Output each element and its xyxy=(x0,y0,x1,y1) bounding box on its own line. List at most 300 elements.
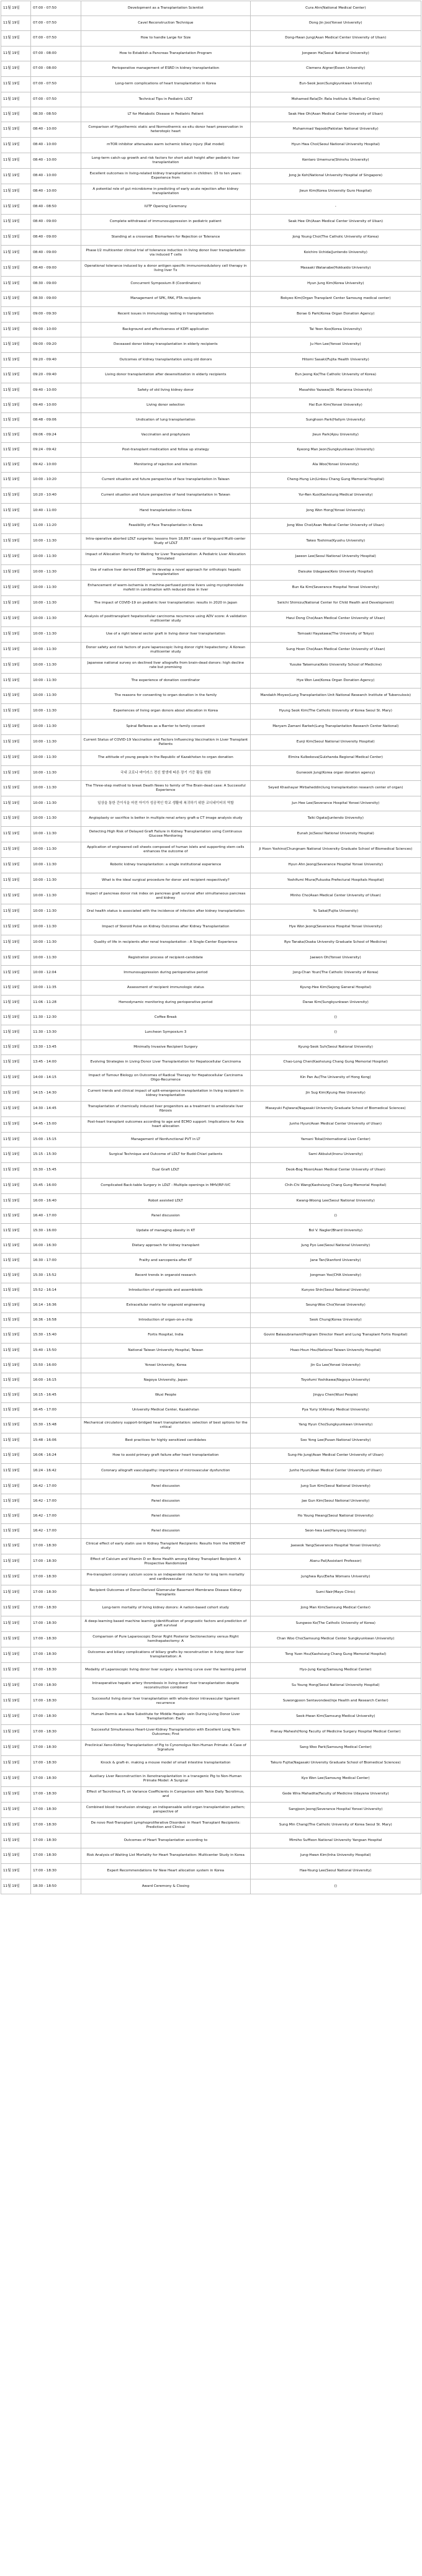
session-time: 17:00 - 18:30 xyxy=(31,1787,81,1803)
session-speaker: Hai Eun Kim(Yonsei University) xyxy=(250,398,421,413)
session-date: 11월 19일 xyxy=(1,138,31,153)
session-date: 11월 19일 xyxy=(1,1328,31,1344)
session-title: Surgical Technique and Outcome of LDLT for Budd-Chiari patients xyxy=(81,1148,250,1163)
session-time: 10:00 - 11:30 xyxy=(31,565,81,581)
session-title: How to handle Large for Size xyxy=(81,31,250,47)
schedule-row xyxy=(1,1864,421,1879)
session-speaker: Bun Ka Kim(Severance Hospital Yonsei University) xyxy=(250,581,421,596)
session-title: Safety of old living kidney donor xyxy=(81,383,250,398)
session-title: A deep-learning based machine learning identification of prognostic factors and prediction of graft survival xyxy=(81,1616,250,1632)
session-time: 17:00 - 18:30 xyxy=(31,1570,81,1585)
session-title: mTOR inhibitor attenuates warm ischemic biliary injury (Rat model) xyxy=(81,138,250,153)
session-date: 11월 19일 xyxy=(1,658,31,674)
session-speaker: Koichiro Uchida(Juntendo University) xyxy=(250,246,421,261)
schedule-row xyxy=(1,246,421,261)
session-date: 11월 19일 xyxy=(1,261,31,277)
session-speaker: Masayuki Fujiwara(Nagasaki University Graduate School of Biomedical Sciences) xyxy=(250,1102,421,1117)
session-speaker: Mimiho Suffixon National University Yangsan Hospital xyxy=(250,1834,421,1848)
session-speaker: Cheng-Hung Lin(Linkou Chang Gung Memorial Hospital) xyxy=(250,473,421,488)
session-speaker: Jane Tan(Stanford University) xyxy=(250,1254,421,1268)
session-time: 17:00 - 18:30 xyxy=(31,1616,81,1632)
session-time: 15:30 - 15:52 xyxy=(31,1268,81,1283)
schedule-row xyxy=(1,1818,421,1834)
session-date: 11월 19일 xyxy=(1,1725,31,1740)
session-time: 10:00 - 11:30 xyxy=(31,674,81,689)
session-time: 16:06 - 16:24 xyxy=(31,1448,81,1464)
session-date: 11월 19일 xyxy=(1,443,31,458)
session-speaker: Eunji Kim(Seoul National University Hospital) xyxy=(250,735,421,751)
session-title: Extracellular matrix for organoid engineering xyxy=(81,1298,250,1313)
session-time: 15:45 - 16:00 xyxy=(31,1179,81,1194)
session-speaker: Jongman Yoo(CHA University) xyxy=(250,1268,421,1283)
session-time: 16:00 - 16:30 xyxy=(31,1239,81,1254)
session-date: 11월 19일 xyxy=(1,1632,31,1647)
session-time: 10:40 - 11:00 xyxy=(31,504,81,519)
session-time: 15:40 - 15:50 xyxy=(31,1344,81,1358)
schedule-row xyxy=(1,1554,421,1570)
session-date: 11월 19일 xyxy=(1,612,31,627)
session-date: 11월 19일 xyxy=(1,1848,31,1864)
session-date: 11월 19일 xyxy=(1,1803,31,1818)
session-speaker: Tomoaki Hayakawa(The University of Tokyo) xyxy=(250,627,421,643)
session-speaker: Pranay Mahesh(Hong Faculty of Medicine Surgery Hospital Medical Center) xyxy=(250,1725,421,1740)
session-title: Panel discussion xyxy=(81,1509,250,1524)
session-speaker: Alanu Pal(Assistant Professor) xyxy=(250,1554,421,1570)
session-title: Current Status of COVID-19 Vaccination and Factors Influencing Vaccination in Liver Transplant Patients xyxy=(81,735,250,751)
session-title: Post-transplant medication and follow up strategy xyxy=(81,443,250,458)
schedule-row xyxy=(1,443,421,458)
session-date: 11월 19일 xyxy=(1,1418,31,1433)
session-time: 14:45 - 15:00 xyxy=(31,1117,81,1133)
session-speaker: Dong Jin Joo(Yonsei University) xyxy=(250,16,421,31)
session-title: Use of native liver derived EDM-gel to develop a novel approach for orthotopic hepatic transplantation xyxy=(81,565,250,581)
session-date: 11월 19일 xyxy=(1,473,31,488)
session-title: Nagoya University, Japan xyxy=(81,1373,250,1388)
session-title: Undication of lung transplantation xyxy=(81,413,250,428)
schedule-row xyxy=(1,674,421,689)
schedule-row xyxy=(1,796,421,811)
schedule-row xyxy=(1,1509,421,1524)
session-title: Modality of Laparoscopic living donor liver surgery: a learning curve over the learning period xyxy=(81,1663,250,1678)
session-speaker: Gunwook Jung(Korea organ donation agency) xyxy=(250,766,421,781)
schedule-row xyxy=(1,353,421,368)
schedule-row xyxy=(1,1133,421,1148)
session-speaker: Govini Balasubramani(Program Director Heart and Lung Transplant Fortis Hospital) xyxy=(250,1328,421,1344)
schedule-row xyxy=(1,735,421,751)
session-speaker: Kentaro Umemura(Shinshu University) xyxy=(250,153,421,169)
session-date: 11월 19일 xyxy=(1,1570,31,1585)
session-date: 11월 19일 xyxy=(1,368,31,383)
session-date: 11월 19일 xyxy=(1,277,31,292)
session-title: Recent trends in organoid research xyxy=(81,1268,250,1283)
session-time: 17:00 - 18:30 xyxy=(31,1803,81,1818)
schedule-row xyxy=(1,1740,421,1756)
session-speaker: Jieun Park(Ajou University) xyxy=(250,428,421,443)
session-speaker: Masahiko Yazawa(St. Marianna University) xyxy=(250,383,421,398)
session-title: Recipient Outcomes of Donor-Derived Glomerular Basement Membrane Disease Kidney Transplants xyxy=(81,1585,250,1601)
schedule-row xyxy=(1,889,421,904)
session-speaker: Seak Hee Oh(Asan Medical Center University of Ulsan) xyxy=(250,215,421,230)
session-time: 10:00 - 11:30 xyxy=(31,811,81,827)
session-date: 11월 19일 xyxy=(1,1268,31,1283)
session-speaker: Seiichi Shimizu(National Center for Child Health and Development) xyxy=(250,596,421,612)
session-speaker: Jae Gun Kim(Seoul National University) xyxy=(250,1494,421,1509)
schedule-row xyxy=(1,1479,421,1494)
session-date: 11월 19일 xyxy=(1,1194,31,1209)
session-date: 11월 19일 xyxy=(1,488,31,504)
session-date: 11월 19일 xyxy=(1,1787,31,1803)
session-time: 18:30 - 18:50 xyxy=(31,1879,81,1894)
session-speaker: Borae G Park(Korea Organ Donation Agency) xyxy=(250,307,421,323)
session-speaker: Hyung Seok Kim(The Catholic University of Korea Seoul St. Mary) xyxy=(250,704,421,720)
session-date: 11월 19일 xyxy=(1,1055,31,1071)
session-title: Standing at a crossroad: Biomarkers for Rejection or Tolerance xyxy=(81,230,250,246)
session-title: Auxiliary Liver Reconstruction in Xenotransplantation in a transgenic Pig to Non-Human Primate Model: A Surgical xyxy=(81,1772,250,1787)
session-title: Long-term catch-up growth and risk factors for short adult height after pediatric liver transplantation xyxy=(81,153,250,169)
session-speaker: Yamani Tokai(International Liver Center) xyxy=(250,1133,421,1148)
session-time: 08:48 - 09:06 xyxy=(31,413,81,428)
session-title: Impact of Steroid Pulse on Kidney Outcomes after Kidney Transplantation xyxy=(81,920,250,935)
session-date: 11월 19일 xyxy=(1,307,31,323)
schedule-row xyxy=(1,920,421,935)
schedule-row xyxy=(1,31,421,47)
schedule-row xyxy=(1,47,421,61)
session-date: 11월 19일 xyxy=(1,1010,31,1025)
session-title: Panel discussion xyxy=(81,1494,250,1509)
session-time: 17:00 - 18:30 xyxy=(31,1678,81,1694)
session-title: Donor safety and risk factors of pure laparoscopic living donor right hepatectomy: A Korean multicenter study xyxy=(81,643,250,658)
session-speaker: Takeo Toshima(Kyushu University) xyxy=(250,534,421,550)
session-title: Feasibility of Face Transplantation in Korea xyxy=(81,519,250,534)
session-date: 11월 19일 xyxy=(1,1818,31,1834)
session-title: Recent issues in immunology testing in transplantation xyxy=(81,307,250,323)
session-speaker: Taiki Ogata(Juntendo University) xyxy=(250,811,421,827)
session-date: 11월 19일 xyxy=(1,689,31,704)
session-time: 07:00 - 07:50 xyxy=(31,77,81,92)
session-speaker: Chao-Long Chen(Kaohsiung Chang Gung Memorial Hospital) xyxy=(250,1055,421,1071)
session-speaker: Cura Ahn(National Medical Center) xyxy=(250,1,421,16)
session-date: 11월 19일 xyxy=(1,323,31,337)
session-title: Knock & graft-in. making a mouse model of small intestine transplantation xyxy=(81,1756,250,1772)
session-speaker: Minho Cho(Asan Medical Center University of Ulsan) xyxy=(250,889,421,904)
session-date: 11월 19일 xyxy=(1,1117,31,1133)
session-speaker: Soo Yong Lee(Pusan National University) xyxy=(250,1433,421,1448)
schedule-row xyxy=(1,612,421,627)
session-title: Yonsei University, Korea xyxy=(81,1358,250,1373)
schedule-row xyxy=(1,1848,421,1864)
session-date: 11월 19일 xyxy=(1,1071,31,1086)
session-speaker: Dong-Hwan Jung(Asan Medical Center University of Ulsan) xyxy=(250,31,421,47)
session-date: 11월 19일 xyxy=(1,215,31,230)
schedule-row xyxy=(1,1539,421,1554)
schedule-row xyxy=(1,996,421,1010)
schedule-row xyxy=(1,368,421,383)
session-speaker: Hae-Young Lee(Seoul National University) xyxy=(250,1864,421,1879)
session-speaker: Sung Min Chang(The Catholic University of Korea Seoul St. Mary) xyxy=(250,1818,421,1834)
session-time: 10:00 - 11:30 xyxy=(31,689,81,704)
session-speaker: Seon-hwa Lee(Hanyang University) xyxy=(250,1524,421,1539)
session-speaker: Kyeong Man Jeon(Sungkyunkwan University) xyxy=(250,443,421,458)
session-speaker: Mohamed Rela(Dr. Rela Institute & Medical Centre) xyxy=(250,92,421,107)
schedule-row xyxy=(1,1694,421,1709)
session-time: 10:20 - 10:40 xyxy=(31,488,81,504)
schedule-row xyxy=(1,1179,421,1194)
schedule-row xyxy=(1,1616,421,1632)
session-speaker: Ji Hoon Yoshino(Chungnam National University Graduate School of Biomedical Sciences) xyxy=(250,842,421,858)
session-date: 11월 19일 xyxy=(1,766,31,781)
session-title: Comparison of Hypothermic static and Normothermic ex-situ donor heart preservation in heterotopic heart xyxy=(81,122,250,138)
session-time: 08:40 - 10:00 xyxy=(31,122,81,138)
session-title: Minimally Invasive Recipient Surgery xyxy=(81,1040,250,1055)
session-title: Assessment of recipient immunologic status xyxy=(81,981,250,996)
session-time: 16:14 - 16:36 xyxy=(31,1298,81,1313)
schedule-row xyxy=(1,1647,421,1663)
session-time: 11:06 - 11:28 xyxy=(31,996,81,1010)
session-title: Evolving Strategies in Living Donor Liver Transplantation for Hepatocellular Carcinoma xyxy=(81,1055,250,1071)
session-title: The experience of donation coordinator xyxy=(81,674,250,689)
session-speaker: Muhammad Yaqoob(Pakistan National University) xyxy=(250,122,421,138)
session-title: Phase I/2 multicenter clinical trial of tolerance induction in living donor liver transplantation via induced T cells xyxy=(81,246,250,261)
schedule-row xyxy=(1,307,421,323)
session-date: 11월 19일 xyxy=(1,1464,31,1479)
session-date: 11월 19일 xyxy=(1,1133,31,1148)
session-speaker: Elmira Kulbekova(Gulzhanda Regional Medical Center) xyxy=(250,751,421,766)
session-title: Operational tolerance induced by a donor antigen specific immunomodulatory cell therapy in living liver Tx xyxy=(81,261,250,277)
schedule-row xyxy=(1,1086,421,1102)
session-title: Current trends and clinical impact of split-emergence transplantation in living recipient in kidney transplantation xyxy=(81,1086,250,1102)
session-date: 11월 19일 xyxy=(1,1494,31,1509)
session-time: 10:00 - 11:30 xyxy=(31,735,81,751)
session-time: 16:30 - 17:00 xyxy=(31,1254,81,1268)
session-speaker: Tai Yeon Koo(Korea University) xyxy=(250,323,421,337)
session-time: 09:06 - 09:24 xyxy=(31,428,81,443)
session-date: 11월 19일 xyxy=(1,1148,31,1163)
session-date: 11월 19일 xyxy=(1,920,31,935)
session-date: 11월 19일 xyxy=(1,1585,31,1601)
session-date: 11월 19일 xyxy=(1,1772,31,1787)
schedule-row xyxy=(1,1224,421,1239)
session-time: 10:00 - 11:35 xyxy=(31,981,81,996)
session-title: Excellent outcomes in living-related kidney transplantation in children: 15 to ten years: Experience from xyxy=(81,169,250,184)
session-speaker: Hyun Jung Kim(Korea University) xyxy=(250,277,421,292)
session-time: 10:00 - 11:30 xyxy=(31,951,81,966)
session-speaker: Jung Sun Kim(Seoul National University) xyxy=(250,1479,421,1494)
session-title: IUTF Opening Ceremony xyxy=(81,200,250,215)
session-title: Living donor selection xyxy=(81,398,250,413)
schedule-row xyxy=(1,627,421,643)
session-date: 11월 19일 xyxy=(1,519,31,534)
schedule-row xyxy=(1,1601,421,1616)
schedule-row xyxy=(1,1585,421,1601)
session-title: Robotic kidney transplantation: a single institutional experience xyxy=(81,858,250,873)
schedule-row xyxy=(1,1373,421,1388)
session-title: Preclinical Xeno-Kidney Transplantation of Pig to Cynomolgus Non-Human Primate: A Case of Signature xyxy=(81,1740,250,1756)
session-date: 11월 19일 xyxy=(1,1539,31,1554)
session-time: 08:30 - 09:00 xyxy=(31,277,81,292)
session-speaker: Jong Won Hong(Yonsei University) xyxy=(250,504,421,519)
session-speaker: Chih-Chi Wang(Kaohsiung Chang Gung Memorial Hospital) xyxy=(250,1179,421,1194)
schedule-row xyxy=(1,1328,421,1344)
session-time: 10:00 - 11:30 xyxy=(31,842,81,858)
schedule-row xyxy=(1,534,421,550)
schedule-row xyxy=(1,1283,421,1298)
session-date: 11월 19일 xyxy=(1,1601,31,1616)
session-date: 11월 19일 xyxy=(1,1709,31,1725)
session-speaker: Eun Jeong Ko(The Catholic University of Korea) xyxy=(250,368,421,383)
session-title: Outcomes of Heart Transplantation according to xyxy=(81,1834,250,1848)
session-time: 07:00 - 08:00 xyxy=(31,61,81,77)
session-title: University Medical Center, Kazakhstan xyxy=(81,1403,250,1418)
session-date: 11월 19일 xyxy=(1,1298,31,1313)
session-speaker: Ju Hon Lee(Yonsei University) xyxy=(250,337,421,353)
session-time: 17:00 - 18:30 xyxy=(31,1756,81,1772)
session-speaker: Hitomi Sasaki(Fujita Health University) xyxy=(250,353,421,368)
schedule-row xyxy=(1,1148,421,1163)
session-date: 11월 19일 xyxy=(1,1678,31,1694)
session-date: 11월 19일 xyxy=(1,1834,31,1848)
schedule-row xyxy=(1,1268,421,1283)
session-date: 11월 19일 xyxy=(1,292,31,307)
session-title: The Three-step method to break Death News to family of The Brain-dead case: A Successful Experience xyxy=(81,781,250,796)
session-time: 11:00 - 11:20 xyxy=(31,519,81,534)
session-speaker: Pya Yuriy V(Almaty Medical University) xyxy=(250,1403,421,1418)
session-title: Oral health status is associated with the incidence of infection after kidney transplantation xyxy=(81,904,250,920)
session-time: 10:00 - 11:30 xyxy=(31,904,81,920)
session-speaker: Hwui Dong Cho(Asan Medical Center University of Ulsan) xyxy=(250,612,421,627)
session-date: 11월 19일 xyxy=(1,1740,31,1756)
session-date: 11월 19일 xyxy=(1,353,31,368)
schedule-row xyxy=(1,658,421,674)
session-title: Enhancement of warm-ischemia in machine-perfused porcine livers using mycophenolate mofetil in combination with reduced dose in liver xyxy=(81,581,250,596)
session-time: 15:48 - 16:06 xyxy=(31,1433,81,1448)
schedule-row xyxy=(1,1524,421,1539)
session-date: 11월 19일 xyxy=(1,1254,31,1268)
session-date: 11월 19일 xyxy=(1,246,31,261)
schedule-row xyxy=(1,1163,421,1179)
session-time: 16:42 - 17:00 xyxy=(31,1479,81,1494)
session-time: 09:24 - 09:42 xyxy=(31,443,81,458)
session-speaker: () xyxy=(250,1209,421,1224)
session-time: 07:00 - 08:00 xyxy=(31,47,81,61)
schedule-row xyxy=(1,1025,421,1040)
session-date: 11월 19일 xyxy=(1,61,31,77)
session-date: 11월 19일 xyxy=(1,627,31,643)
session-time: 10:00 - 11:30 xyxy=(31,534,81,550)
session-time: 08:30 - 08:50 xyxy=(31,107,81,122)
session-speaker: Jong-Chan Youn(The Catholic University of Korea) xyxy=(250,966,421,981)
session-title: National Taiwan University Hospital, Taiwan xyxy=(81,1344,250,1358)
session-title: Pre-transplant coronary calcium score is an independent risk factor for long term mortality and cardiovascular xyxy=(81,1570,250,1585)
session-time: 09:20 - 09:40 xyxy=(31,353,81,368)
session-date: 11월 19일 xyxy=(1,966,31,981)
session-speaker: Seak Hee Oh(Asan Medical Center University of Ulsan) xyxy=(250,107,421,122)
session-date: 11월 19일 xyxy=(1,996,31,1010)
session-time: 08:40 - 10:00 xyxy=(31,169,81,184)
session-time: 17:00 - 18:30 xyxy=(31,1663,81,1678)
session-speaker: Yusuke Takemura(Keio University School of Medicine) xyxy=(250,658,421,674)
session-speaker: () xyxy=(250,1879,421,1894)
schedule-row xyxy=(1,904,421,920)
session-title: Detecting High Risk of Delayed Graft Failure in Kidney Transplantation using Continuous Glucose Monitoring xyxy=(81,827,250,842)
session-time: 15:30 - 16:00 xyxy=(31,1224,81,1239)
session-title: Background and effectiveness of KDPI application xyxy=(81,323,250,337)
schedule-row xyxy=(1,827,421,842)
session-speaker: () xyxy=(250,1025,421,1040)
session-time: 16:15 - 16:45 xyxy=(31,1388,81,1403)
session-time: 15:30 - 15:40 xyxy=(31,1328,81,1344)
session-title: Update of managing obesity in KT xyxy=(81,1224,250,1239)
session-time: 09:40 - 10:00 xyxy=(31,383,81,398)
session-title: 일상을 통한 간이식을 마친 아이가 성공적인 학교 생활에 복귀하기 위한 코디네이터의 역할 xyxy=(81,796,250,811)
schedule-body xyxy=(1,1,421,1894)
schedule-row xyxy=(1,873,421,889)
session-speaker: Jaeeon Lee(Seoul National University Hospital) xyxy=(250,550,421,565)
session-speaker: Jaeseok Yang(Severance Hospital Yonsei University) xyxy=(250,1539,421,1554)
session-title: Long-term complications of heart transplantation in Korea xyxy=(81,77,250,92)
session-date: 11월 19일 xyxy=(1,1239,31,1254)
session-title: Analysis of posttransplant hepatocellular carcinoma recurrence using ADV score: A validation multicenter study xyxy=(81,612,250,627)
schedule-row xyxy=(1,1787,421,1803)
session-time: 10:00 - 11:30 xyxy=(31,751,81,766)
session-date: 11월 19일 xyxy=(1,1163,31,1179)
session-speaker: Daisuke Udagawa(Keio University Hospital) xyxy=(250,565,421,581)
schedule-row xyxy=(1,413,421,428)
session-time: 10:00 - 11:30 xyxy=(31,658,81,674)
session-speaker: Jung Pyo Lee(Seoul National University) xyxy=(250,1239,421,1254)
schedule-row xyxy=(1,1678,421,1694)
session-date: 11월 19일 xyxy=(1,1373,31,1388)
session-speaker: Toyofumi Yoshikawa(Nagoya University) xyxy=(250,1373,421,1388)
schedule-row xyxy=(1,1709,421,1725)
session-time: 16:42 - 17:00 xyxy=(31,1509,81,1524)
session-title: Mechanical circulatory support-bridged heart transplantation: selection of best options for the critical xyxy=(81,1418,250,1433)
schedule-row xyxy=(1,230,421,246)
session-title: Complete withdrawal of immunosuppression in pediatric patient xyxy=(81,215,250,230)
schedule-row xyxy=(1,200,421,215)
session-title: Hand transplantation in Korea xyxy=(81,504,250,519)
session-title: Management of SPK, PAK, PTA recipients xyxy=(81,292,250,307)
session-time: 17:00 - 18:30 xyxy=(31,1818,81,1834)
session-title: Hemodynamic monitoring during perioperative period xyxy=(81,996,250,1010)
session-title: Expert Recommendations for New Heart allocation system in Korea xyxy=(81,1864,250,1879)
session-title: Japanese national survey on declined liver allografts from brain-dead donors: high decline rate but promising xyxy=(81,658,250,674)
session-title: How to Establish a Pancreas Transplantation Program xyxy=(81,47,250,61)
session-title: Clinical effect of early statin use in Kidney Transplant Recipients: Results from the KNOW-KT study xyxy=(81,1539,250,1554)
session-speaker: Hye Won Jeong(Severance Hospital Yonsei University) xyxy=(250,920,421,935)
session-date: 11월 19일 xyxy=(1,107,31,122)
schedule-row xyxy=(1,292,421,307)
session-title: Technical Tips in Pediatric LDLT xyxy=(81,92,250,107)
session-date: 11월 19일 xyxy=(1,16,31,31)
session-speaker: Seung-Woo Cho(Yonsei University) xyxy=(250,1298,421,1313)
session-time: 10:00 - 11:30 xyxy=(31,827,81,842)
schedule-row xyxy=(1,184,421,200)
session-time: 17:00 - 18:30 xyxy=(31,1772,81,1787)
session-date: 11월 19일 xyxy=(1,889,31,904)
session-title: Transplantation of chemically induced liver progenitors as a treatment to ameliorate liver fibrosis xyxy=(81,1102,250,1117)
schedule-row xyxy=(1,1239,421,1254)
session-speaker: Jingyu Chen(Wuxi People) xyxy=(250,1388,421,1403)
schedule-row xyxy=(1,398,421,413)
session-time: 16:42 - 17:00 xyxy=(31,1524,81,1539)
session-time: 08:40 - 10:00 xyxy=(31,138,81,153)
session-time: 14:00 - 14:15 xyxy=(31,1071,81,1086)
session-title: The attitude of young people in the Republic of Kazakhstan to organ donation xyxy=(81,751,250,766)
session-title: Wuxi People xyxy=(81,1388,250,1403)
session-speaker: Yoshifumi Miura(Fukuoka Prefectural Hospitals Hospital) xyxy=(250,873,421,889)
session-date: 11월 19일 xyxy=(1,1040,31,1055)
session-title: Vaccination and prophylaxis xyxy=(81,428,250,443)
